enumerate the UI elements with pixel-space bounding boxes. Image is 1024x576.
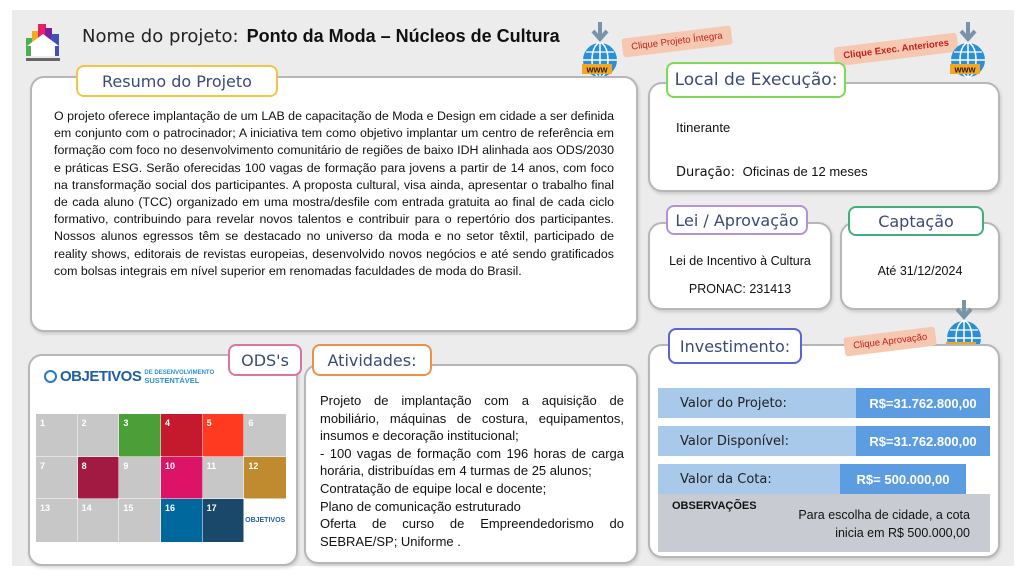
sdg-goal-tile xyxy=(36,499,78,542)
captacao-value: Até 31/12/2024 xyxy=(877,264,963,278)
atividade-item: Oferta de curso de Empreendedorismo do SEBRAE/SP; Uniforme . xyxy=(320,516,624,549)
valor-projeto-label: Valor do Projeto: xyxy=(680,395,787,411)
un-emblem-icon xyxy=(44,370,57,383)
valor-cota-value: R$= 500.000,00 xyxy=(840,464,966,494)
sdg-goal-tile xyxy=(203,457,245,500)
atividade-item: - 100 vagas de formação com 196 horas de carga horária, distribuídas em 4 turmas de 25 alunos; xyxy=(320,445,624,479)
sdg-goal-number: 9 xyxy=(123,460,129,471)
ods-banner-sub1: DE DESENVOLVIMENTO xyxy=(144,369,215,376)
atividades-card xyxy=(304,364,638,564)
resumo-text: O projeto oferece implantação de um LAB de capacitação de Moda e Design em cidade a ser definida em conjunto com o patrocinador; A iniciativa tem como objetivo implantar um centro de referência em formação com foco no desenvolvimento comunitário de regiões de baixo IDH alinhada aos ODS/2030 e práticas ESG. Serão oferecidas 100 vagas de formação para jovens a partir de 14 anos, com foco na transformação social dos participantes. A proposta cultural, visa ainda, apresentar o trabalho final de cada aluno (TCC) organizado em uma mostra/desfile com entrada gratuita ao final de cada ciclo formativo, contribuindo para revelar novos talentos e contribuir para o repertório dos participantes. Nossos alunos egressos têm se destacado no universo da moda e no setor têxtil, participado de reality shows, editorais de revistas europeias, desenvolvido novos negócios e até sendo gratificados com bolsas integrais em nível superior em renomadas faculdades de moda do Brasil. xyxy=(54,109,614,278)
ods-banner-sub xyxy=(144,370,214,384)
ods-banner-sub2: SUSTENTÁVEL xyxy=(144,375,200,385)
sdg-goal-tile xyxy=(244,414,286,457)
project-title: Ponto da Moda – Núcleos de Cultura xyxy=(246,26,560,46)
sdg-goal-tile xyxy=(203,499,245,542)
sdg-goal-number: 15 xyxy=(123,503,134,514)
sdg-goal-tile xyxy=(78,457,120,500)
duracao-label: Duração: xyxy=(676,165,736,180)
valor-disponivel-value: R$=31.762.800,00 xyxy=(856,426,990,456)
svg-text:www: www xyxy=(586,64,608,75)
sdg-goal-number: 12 xyxy=(248,460,259,471)
sdg-goal-tile xyxy=(119,457,161,500)
slide xyxy=(12,10,1014,566)
sdg-goal-number: 16 xyxy=(165,503,176,514)
sdg-goal-tile xyxy=(161,414,203,457)
sdg-goal-tile xyxy=(36,414,78,457)
resumo-card xyxy=(30,76,638,332)
investimento-card xyxy=(648,344,1000,558)
sdg-goal-number: 5 xyxy=(206,418,212,428)
valor-cota-label: Valor da Cota: xyxy=(680,471,772,487)
atividades-title: Atividades: xyxy=(312,344,432,376)
local-value: Itinerante xyxy=(676,120,731,135)
sdg-goal-number: 14 xyxy=(81,503,92,514)
sdg-goal-number: 1 xyxy=(40,418,46,428)
svg-text:www: www xyxy=(954,64,976,75)
sdg-goal-number: 3 xyxy=(123,418,129,428)
house-logo-icon xyxy=(24,22,62,64)
atividade-item: Contratação de equipe local e docente; xyxy=(320,480,547,496)
project-header xyxy=(82,26,560,47)
observacoes-box xyxy=(658,494,990,552)
sdg-logo-tile-text: OBJETIVOS xyxy=(245,517,286,525)
logo xyxy=(24,22,62,64)
sdg-goal-tile xyxy=(119,499,161,542)
sdg-goal-number: 17 xyxy=(206,503,217,514)
atividade-item: Projeto de implantação com a aquisição de mobiliário, máquinas de costura, equipamentos, insumos e decoração institucional; xyxy=(320,393,624,444)
globe-www-icon xyxy=(948,22,988,84)
sdg-goal-number: 7 xyxy=(40,460,46,471)
sdg-goal-tile xyxy=(203,414,245,457)
sdg-goal-tile xyxy=(244,457,286,500)
lei-card xyxy=(648,222,832,310)
observacoes-line1: Para escolha de cidade, a cota xyxy=(798,508,970,522)
exec-anteriores-link[interactable] xyxy=(948,22,988,84)
local-title: Local de Execução: xyxy=(666,62,846,98)
resumo-title: Resumo do Projeto xyxy=(76,65,278,97)
sdg-goal-number: 13 xyxy=(40,503,51,514)
sdg-goal-number: 6 xyxy=(248,418,254,428)
valor-disponivel-row xyxy=(658,426,990,456)
sdg-grid xyxy=(36,414,286,542)
observacoes-label: OBSERVAÇÕES xyxy=(672,500,757,512)
valor-projeto-row xyxy=(658,388,990,418)
valor-disponivel-label: Valor Disponível: xyxy=(680,433,790,449)
duracao-row xyxy=(676,164,868,180)
sdg-goal-tile xyxy=(78,414,120,457)
captacao-title: Captação xyxy=(848,206,984,236)
sdg-goal-tile xyxy=(161,499,203,542)
lei-line1: Lei de Incentivo à Cultura xyxy=(669,254,811,268)
exec-anteriores-note[interactable]: Clique Exec. Anteriores xyxy=(833,32,959,66)
investimento-title: Investimento: xyxy=(668,328,802,364)
local-card xyxy=(648,82,1000,192)
observacoes-text xyxy=(798,506,970,542)
lei-line2: PRONAC: 231413 xyxy=(688,282,792,296)
sdg-goal-tile xyxy=(161,457,203,500)
sdg-goal-number: 10 xyxy=(165,460,176,471)
observacoes-line2: inicia em R$ 500.000,00 xyxy=(835,526,970,540)
atividades-list xyxy=(320,392,624,550)
projeto-integra-link[interactable] xyxy=(580,22,620,84)
valor-projeto-value: R$=31.762.800,00 xyxy=(856,388,990,418)
sdg-goal-number: 2 xyxy=(81,418,87,428)
sdg-goal-tile xyxy=(244,499,286,542)
sdg-goal-number: 4 xyxy=(165,418,171,428)
projeto-integra-note[interactable]: Clique Projeto Íntegra xyxy=(621,25,732,57)
aprovacao-note[interactable]: Clique Aprovação xyxy=(843,326,937,356)
ods-banner-main: OBJETIVOS xyxy=(60,368,142,385)
sdg-goal-number: 8 xyxy=(81,460,87,471)
lei-title: Lei / Aprovação xyxy=(666,205,808,235)
globe-www-icon xyxy=(580,22,620,84)
sdg-goal-tile xyxy=(36,457,78,500)
atividade-item: Plano de comunicação estruturado xyxy=(320,498,521,514)
valor-cota-row xyxy=(658,464,966,494)
duracao-value: Oficinas de 12 meses xyxy=(742,164,868,179)
ods-title: ODS's xyxy=(228,344,302,376)
ods-banner xyxy=(44,368,214,385)
sdg-goal-number: 11 xyxy=(206,460,217,471)
sdg-goal-tile xyxy=(78,499,120,542)
ods-card xyxy=(28,354,298,566)
sdg-goal-tile xyxy=(119,414,161,457)
project-name-label: Nome do projeto: xyxy=(82,26,239,47)
